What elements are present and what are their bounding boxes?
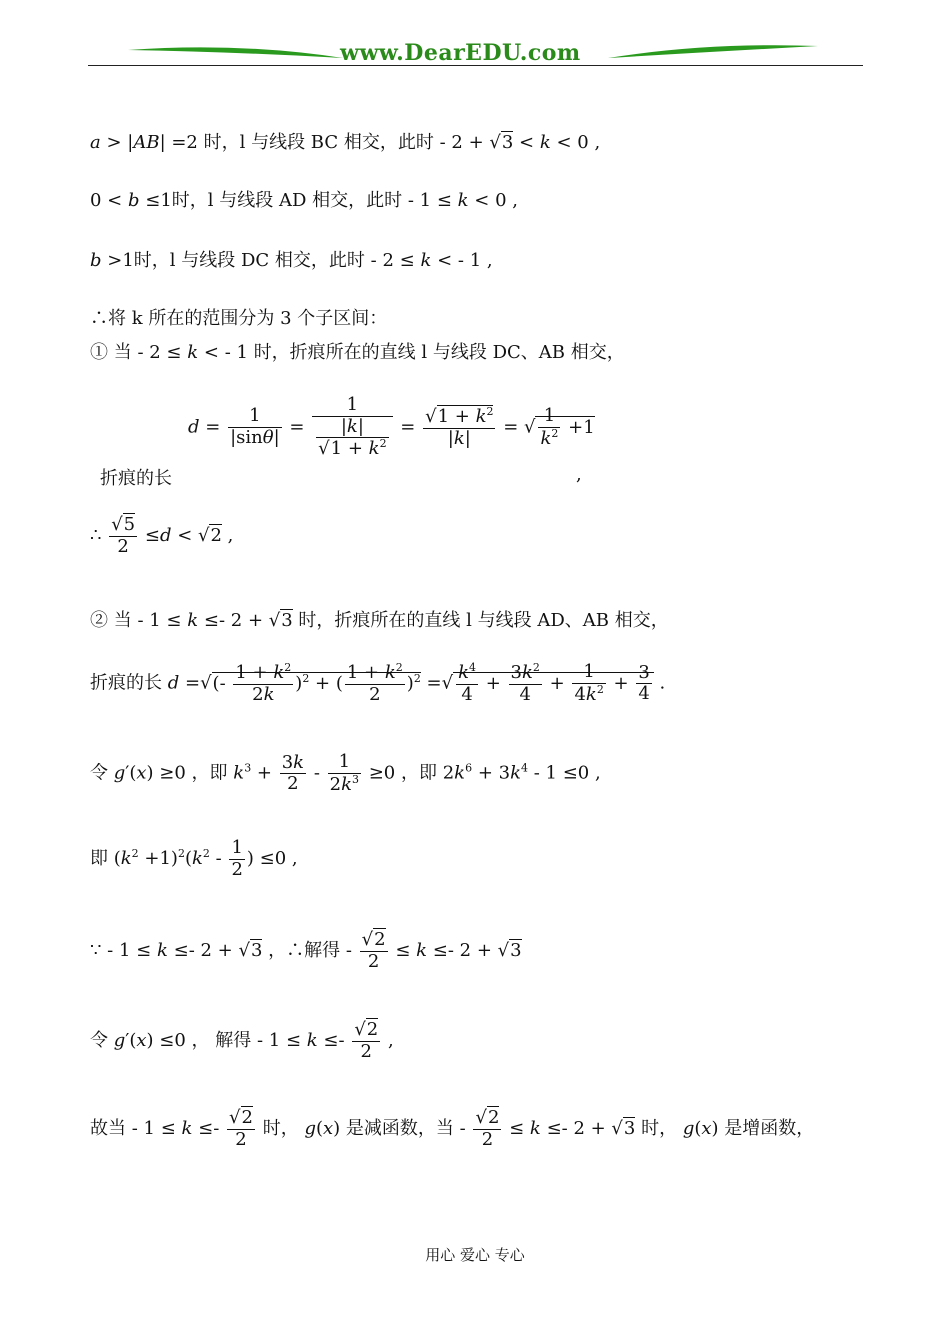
line-10-prefix: 令	[90, 762, 108, 784]
therefore-symbol: ∴	[90, 525, 102, 547]
line-8-prefix: ② 当	[90, 610, 132, 631]
line-6-comma: ,	[576, 464, 582, 485]
page-footer: 用心 爱心 专心	[425, 1246, 525, 1264]
line-3: b >1时，l 与线段 DC 相交，此时 - 2 ≤ k < - 1 ,	[90, 250, 493, 271]
line-3-text: 时，l 与线段 DC 相交，此时	[133, 250, 365, 271]
line-6-label: 折痕的长	[100, 468, 172, 489]
line-12: ∵ - 1 ≤ k ≤- 2 + √3 ，∴解得 - $\frac{√2}{2}$ ≤ k ≤- 2 + √3	[90, 929, 522, 972]
line-9-label: 折痕的长	[90, 672, 162, 694]
line-8-text: 时，折痕所在的直线 l 与线段 AD、AB 相交，	[298, 610, 669, 631]
line-14-end: 是增函数，	[724, 1118, 815, 1140]
line-1-text: 时，l 与线段 BC 相交，此时	[203, 132, 434, 153]
line-11-prefix: 即	[90, 848, 108, 870]
line-2-text: 时，l 与线段 AD 相交，此时	[171, 190, 403, 211]
line-10: 令 g′(x) ≥0 ，即 $k^3$ + $\frac{3k}{2}$ - $\frac{1}{2k^3}$ ≥0 ，即 $2k^6 + 3k^4 - 1 \le 0$ ,	[90, 751, 601, 795]
line-9: 折痕的长 d =√(- $\frac{1 + k^2}{2k}$ )$^2$ + ( $\frac{1 + k^2}{2}$ )$^2$ =√ $\frac{k^4}{4}$ + $\frac{3k^2}{4}$ + $\frac{1}{4k^2}$ + $\frac{3}{4}$ .	[90, 661, 666, 705]
line-14-prefix: 故当	[90, 1118, 126, 1140]
line-11: 即 $(k^2 +1)^2(k^2$ - $\frac{1}{2}$ ) ≤0 ,	[90, 837, 298, 880]
line-14: 故当 - 1 ≤ k ≤- $\frac{√2}{2}$ 时， g(x) 是减函数，当 - $\frac{√2}{2}$ ≤ k ≤- 2 + √3 时， g(x) 是增函数，	[90, 1107, 815, 1150]
line-14-mid3: 时，	[641, 1118, 678, 1140]
line-13-mid: ， 解得	[191, 1030, 252, 1052]
formula-d-1: d = $\frac{1}{|\sin\theta|}$ = $\frac{1}{\frac{|k|}{√1 + k^2}}$ = $\frac{√1 + k^2}{|k|}$ = √ $\frac{1}{k^2}$ +1	[188, 394, 595, 460]
line-8: ② 当 - 1 ≤ k ≤- 2 + √3 时，折痕所在的直线 l 与线段 AD、AB 相交，	[90, 610, 669, 631]
line-5: ① 当 - 2 ≤ k < - 1 时，折痕所在的直线 l 与线段 DC、AB 相交，	[90, 342, 625, 363]
line-13-prefix: 令	[90, 1030, 108, 1052]
line-10-mid2: ，即	[400, 762, 437, 784]
line-7: ∴ $\frac{√5}{2}$ ≤d < √2 ,	[90, 514, 234, 557]
line-2: 0 < b ≤1时，l 与线段 AD 相交，此时 - 1 ≤ k < 0 ,	[90, 190, 518, 211]
line-1: a > |AB| =2 时，l 与线段 BC 相交，此时 - 2 + √3 < k < 0 ,	[90, 132, 601, 153]
line-10-mid: ，即	[191, 762, 228, 784]
line-5-prefix: ① 当	[90, 342, 132, 363]
line-13: 令 g′(x) ≤0 ， 解得 - 1 ≤ k ≤- $\frac{√2}{2}$ ,	[90, 1019, 394, 1062]
line-14-mid2: 是减函数，当	[345, 1118, 454, 1140]
site-logo-text: www.DearEDU.com	[340, 40, 581, 66]
line-5-text: 时，折痕所在的直线 l 与线段 DC、AB 相交，	[253, 342, 625, 363]
line-14-mid: 时，	[262, 1118, 299, 1140]
header-rule	[88, 65, 863, 66]
line-12-mid: ，∴解得	[268, 940, 341, 962]
line-4: ∴将 k 所在的范围分为 3 个子区间：	[90, 308, 388, 329]
